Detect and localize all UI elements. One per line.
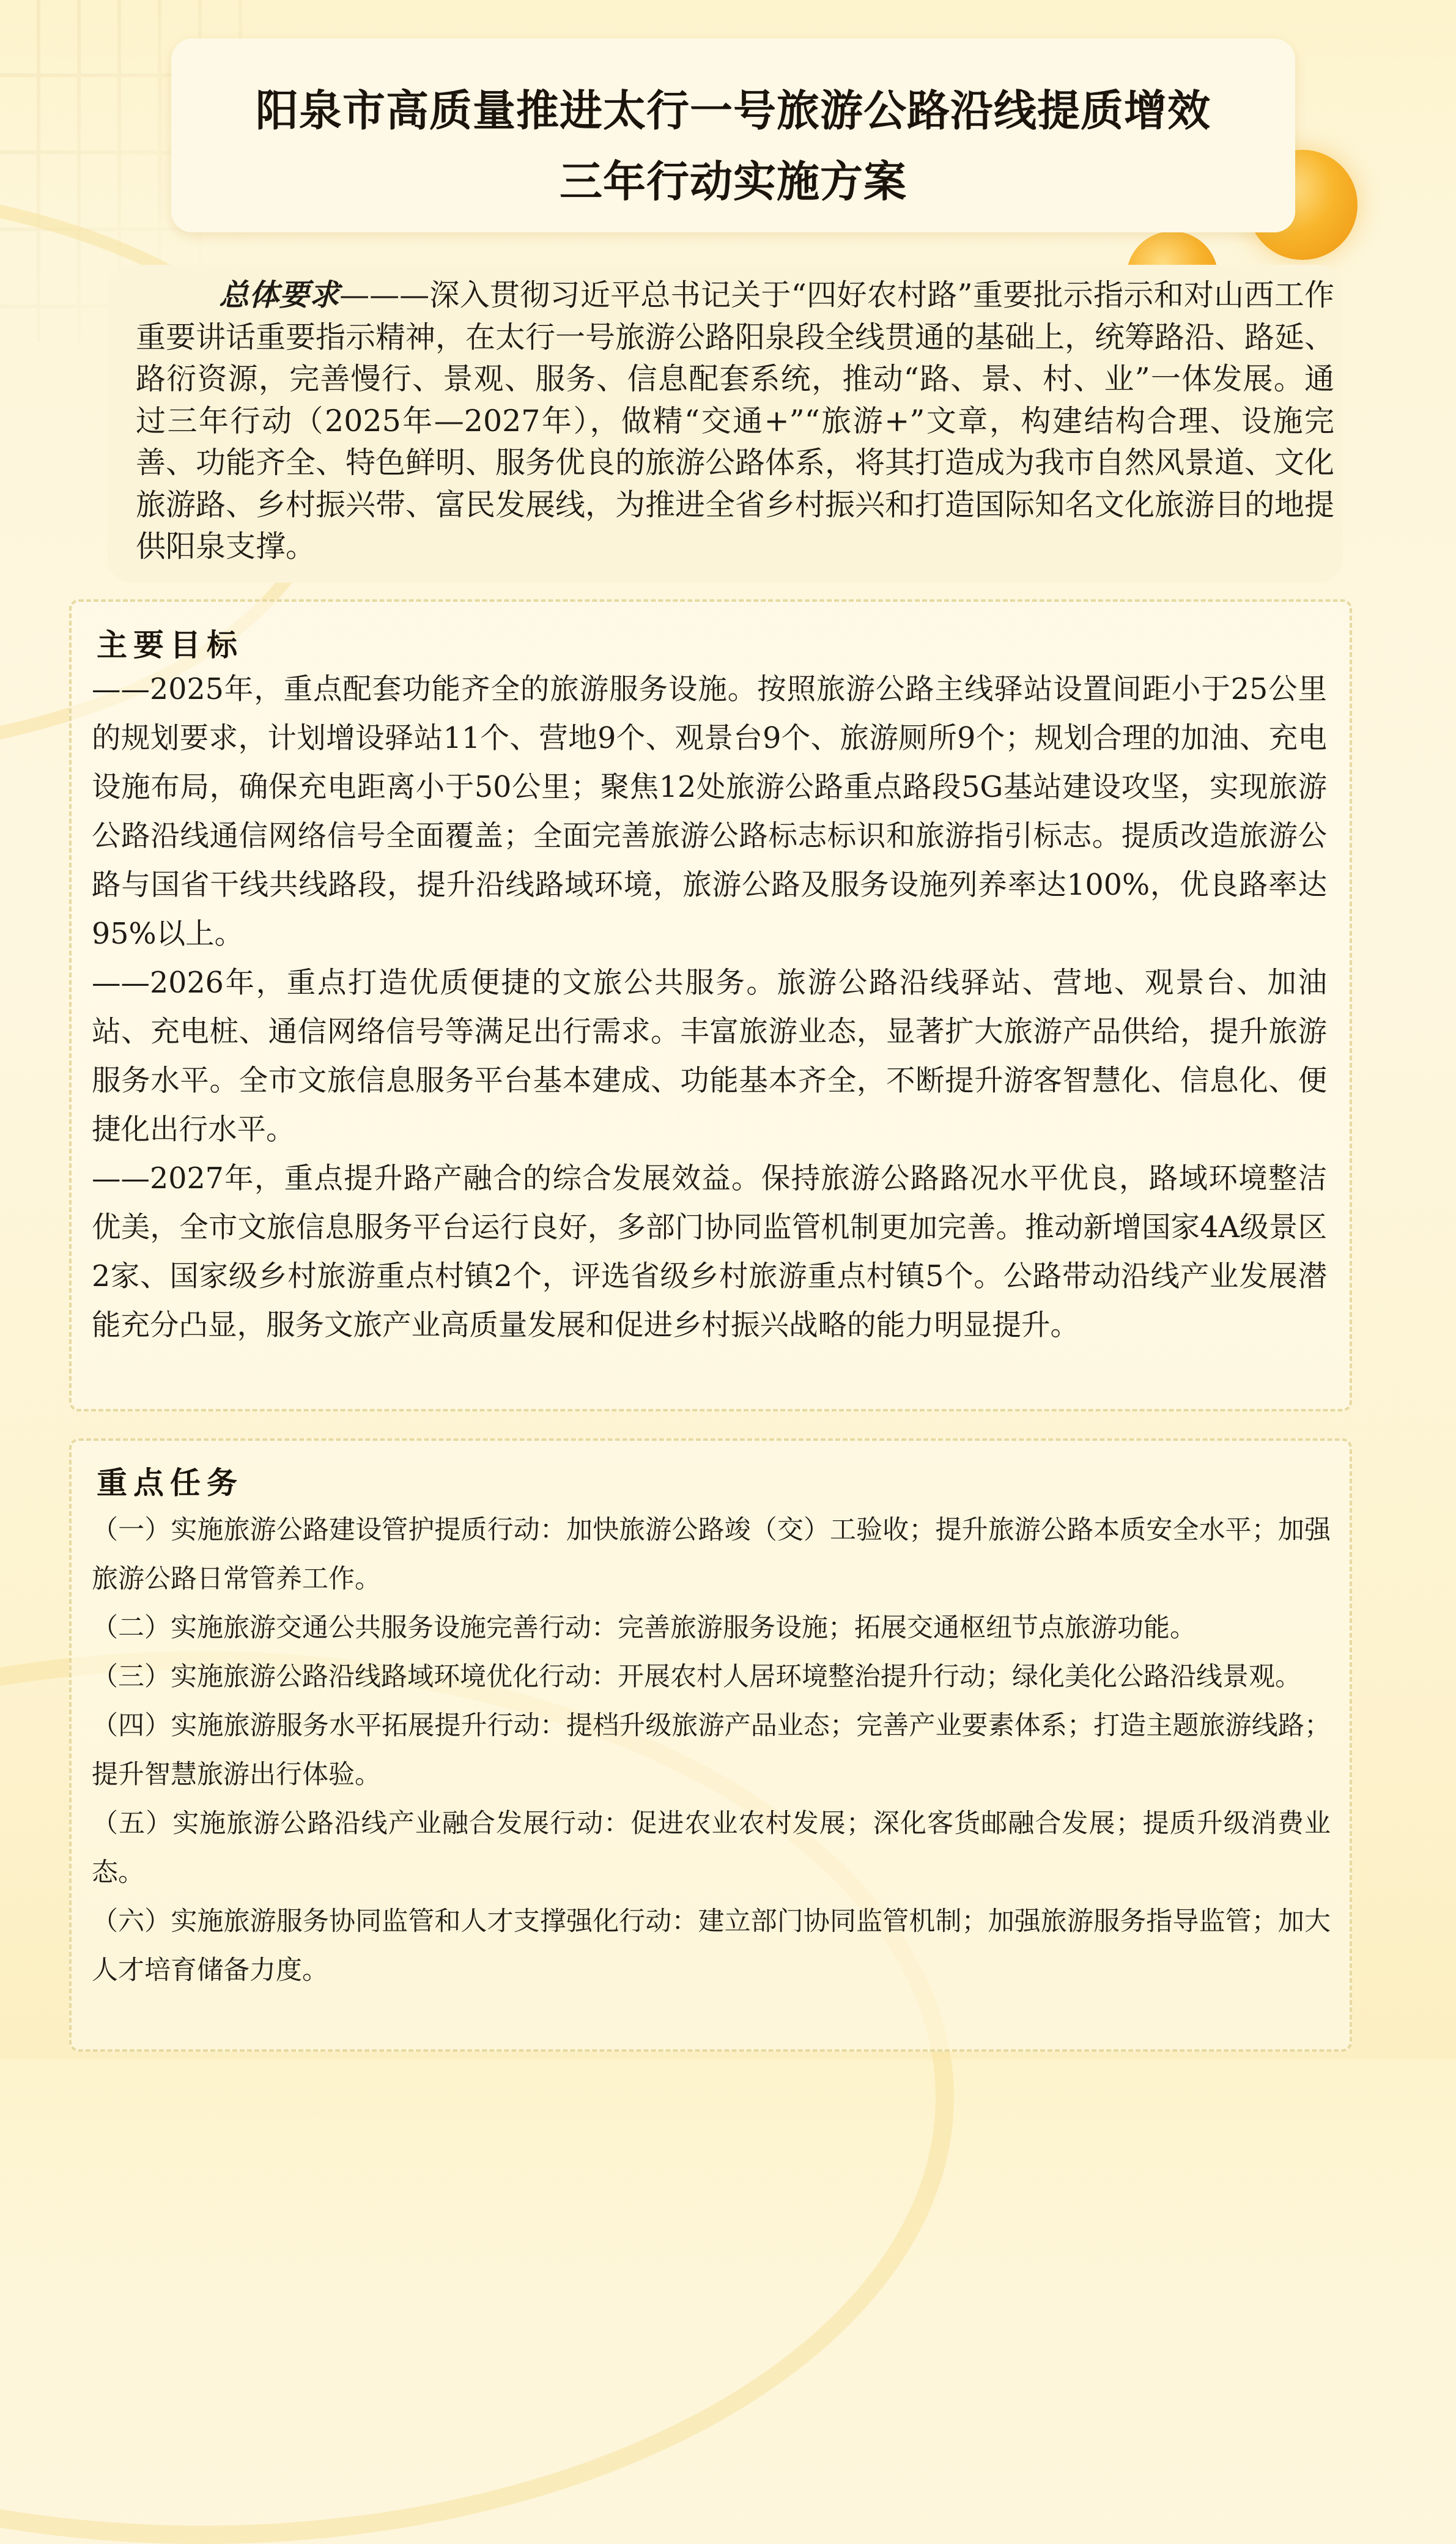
- task-item-6: （六）实施旅游服务协同监管和人才支撑强化行动：建立部门协同监管机制；加强旅游服务指导监管；加大人才培育储备力度。: [92, 1906, 1331, 1986]
- goals-body: [92, 665, 1327, 1350]
- tasks-list: [92, 1506, 1331, 1995]
- goal-2025: ——2025年，重点配套功能齐全的旅游服务设施。按照旅游公路主线驿站设置间距小于25公里的规划要求，计划增设驿站11个、营地9个、观景台9个、旅游厕所9个；规划合理的加油、充电设施布局，确保充电距离小于50公里；聚焦12处旅游公路重点路段5G基站建设攻坚，实现旅游公路沿线通信网络信号全面覆盖；全面完善旅游公路标志标识和旅游指引标志。提质改造旅游公路与国省干线共线路段，提升沿线路域环境，旅游公路及服务设施列养率达100%，优良路率达95%以上。: [92, 673, 1327, 951]
- tasks-heading: 重点任务: [97, 1465, 243, 1501]
- title-panel: [171, 39, 1295, 232]
- goals-heading: 主要目标: [97, 627, 243, 663]
- task-item-2: （二）实施旅游交通公共服务设施完善行动：完善旅游服务设施；拓展交通枢纽节点旅游功能。: [92, 1613, 1196, 1643]
- intro-lead: 总体要求: [219, 277, 340, 312]
- task-item-3: （三）实施旅游公路沿线路域环境优化行动：开展农村人居环境整治提升行动；绿化美化公路沿线景观。: [92, 1662, 1301, 1692]
- goal-2027: ——2027年，重点提升路产融合的综合发展效益。保持旅游公路路况水平优良，路域环境整洁优美，全市文旅信息服务平台运行良好，多部门协同监管机制更加完善。推动新增国家4A级景区2家、国家级乡村旅游重点村镇2个，评选省级乡村旅游重点村镇5个。公路带动沿线产业发展潜能充分凸显，服务文旅产业高质量发展和促进乡村振兴战略的能力明显提升。: [92, 1162, 1327, 1342]
- task-item-1: （一）实施旅游公路建设管护提质行动：加快旅游公路竣（交）工验收；提升旅游公路本质安全水平；加强旅游公路日常管养工作。: [92, 1515, 1331, 1594]
- task-item-4: （四）实施旅游服务水平拓展提升行动：提档升级旅游产品业态；完善产业要素体系；打造主题旅游线路；提升智慧旅游出行体验。: [92, 1710, 1331, 1790]
- goal-2026: ——2026年，重点打造优质便捷的文旅公共服务。旅游公路沿线驿站、营地、观景台、加油站、充电桩、通信网络信号等满足出行需求。丰富旅游业态，显著扩大旅游产品供给，提升旅游服务水平。全市文旅信息服务平台基本建成、功能基本齐全，不断提升游客智慧化、信息化、便捷化出行水平。: [92, 966, 1327, 1147]
- page-title-line-1: 阳泉市高质量推进太行一号旅游公路沿线提质增效: [256, 85, 1211, 136]
- task-item-5: （五）实施旅游公路沿线产业融合发展行动：促进农业农村发展；深化客货邮融合发展；提质升级消费业态。: [92, 1808, 1331, 1888]
- intro-paragraph: [136, 274, 1334, 568]
- intro-body: ———深入贯彻习近平总书记关于“四好农村路”重要批示指示和对山西工作重要讲话重要指示精神，在太行一号旅游公路阳泉段全线贯通的基础上，统筹路沿、路延、路衍资源，完善慢行、景观、服务、信息配套系统，推动“路、景、村、业”一体发展。通过三年行动（2025年—2027年），做精“交通+”“旅游+”文章，构建结构合理、设施完善、功能齐全、特色鲜明、服务优良的旅游公路体系，将其打造成为我市自然风景道、文化旅游路、乡村振兴带、富民发展线，为推进全省乡村振兴和打造国际知名文化旅游目的地提供阳泉支撑。: [136, 278, 1335, 564]
- page-title-line-2: 三年行动实施方案: [560, 156, 907, 207]
